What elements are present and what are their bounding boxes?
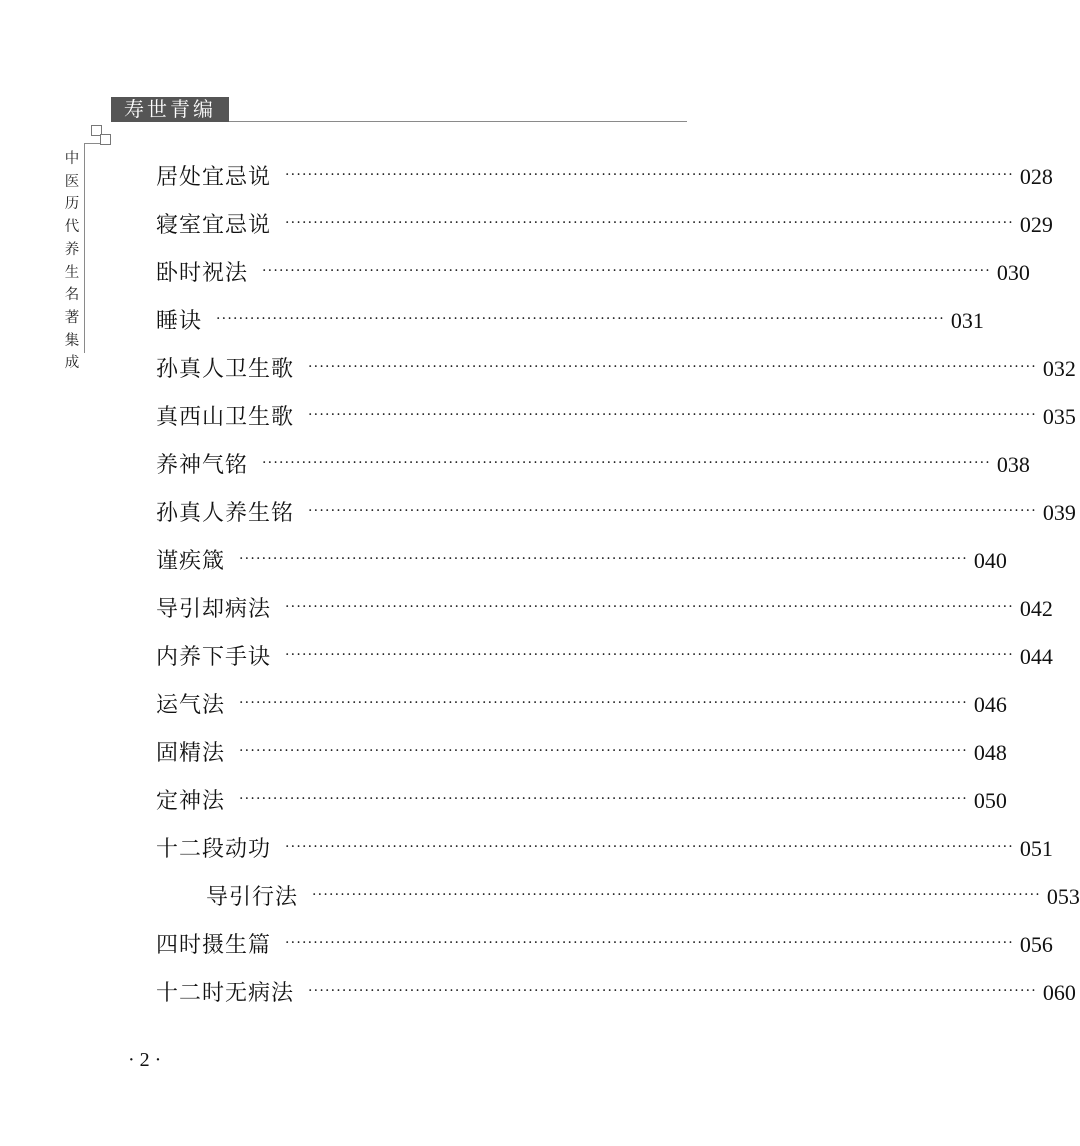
toc-leader-dots: ·································································································································: [262, 455, 991, 471]
toc-entry-page: 035: [1042, 404, 1076, 429]
toc-entry-title: 运气法: [156, 693, 226, 718]
toc-leader-dots: ·································································································································: [308, 359, 1037, 375]
toc-entry[interactable]: [156, 592, 1053, 626]
toc-entry[interactable]: [156, 832, 1053, 866]
toc-entry[interactable]: [156, 400, 1076, 434]
series-title-char: 医: [64, 173, 80, 190]
toc-entry-title: 养神气铭: [156, 453, 249, 478]
toc-entry-title: 谨疾箴: [156, 549, 226, 574]
toc-entry-title: 定神法: [156, 789, 226, 814]
toc-entry-title: 孙真人卫生歌: [156, 357, 295, 382]
series-title-vertical: [61, 148, 83, 375]
series-title-char: 代: [64, 219, 80, 236]
toc-leader-dots: ·································································································································: [239, 695, 968, 711]
toc-entry-page: 040: [973, 548, 1007, 573]
toc-entry[interactable]: [156, 736, 1007, 770]
toc-entry-title: 十二时无病法: [156, 981, 295, 1006]
toc-entry-title: 寝室宜忌说: [156, 213, 272, 238]
toc-leader-dots: ·································································································································: [262, 263, 991, 279]
series-title-char: 名: [64, 287, 80, 304]
toc-entry-title: 睡诀: [156, 309, 203, 334]
toc-entry-title: 固精法: [156, 741, 226, 766]
toc-leader-dots: ·································································································································: [312, 887, 1041, 903]
toc-entry-page: 051: [1019, 836, 1053, 861]
side-rule-vertical: [84, 143, 85, 353]
toc-leader-dots: ·································································································································: [285, 215, 1014, 231]
series-title-char: 集: [64, 332, 80, 349]
toc-entry[interactable]: [156, 304, 984, 338]
toc-entry[interactable]: [156, 976, 1076, 1010]
toc-leader-dots: ·································································································································: [285, 647, 1014, 663]
toc-entry[interactable]: [156, 928, 1053, 962]
toc-entry-title: 导引行法: [206, 885, 299, 910]
toc-entry[interactable]: [156, 544, 1007, 578]
series-title-char: 养: [64, 241, 80, 258]
toc-entry[interactable]: [156, 352, 1076, 386]
toc-entry-page: 038: [996, 452, 1030, 477]
toc-entry-page: 048: [973, 740, 1007, 765]
toc-entry-title: 卧时祝法: [156, 261, 249, 286]
toc-entry[interactable]: [156, 448, 1030, 482]
toc-entry-page: 028: [1019, 164, 1053, 189]
toc-entry-title: 导引却病法: [156, 597, 272, 622]
toc-entry-title: 孙真人养生铭: [156, 501, 295, 526]
book-title-label: 寿世青编: [111, 97, 229, 122]
corner-square-icon: [100, 134, 111, 145]
toc-leader-dots: ·································································································································: [239, 791, 968, 807]
series-title-char: 中: [64, 151, 80, 167]
toc-entry[interactable]: [156, 256, 1030, 290]
toc-entry[interactable]: [156, 208, 1053, 242]
toc-entry-title: 内养下手诀: [156, 645, 272, 670]
toc-leader-dots: ·································································································································: [308, 503, 1037, 519]
toc-entry-page: 050: [973, 788, 1007, 813]
toc-entry[interactable]: [156, 160, 1053, 194]
toc-subentry[interactable]: [156, 880, 1080, 914]
side-rule-top: [84, 143, 100, 144]
toc-leader-dots: ·································································································································: [239, 743, 968, 759]
toc-entry-page: 056: [1019, 932, 1053, 957]
toc-entry-title: 四时摄生篇: [156, 933, 272, 958]
series-title-char: 历: [64, 196, 80, 213]
toc-leader-dots: ·································································································································: [285, 839, 1014, 855]
toc-entry-page: 060: [1042, 980, 1076, 1005]
toc-leader-dots: ·································································································································: [285, 935, 1014, 951]
header-rule: [229, 121, 687, 122]
toc-leader-dots: ·································································································································: [308, 407, 1037, 423]
toc-entry[interactable]: [156, 688, 1007, 722]
toc-entry-page: 042: [1019, 596, 1053, 621]
toc-entry-title: 真西山卫生歌: [156, 405, 295, 430]
toc-entry-page: 029: [1019, 212, 1053, 237]
toc-entry-page: 044: [1019, 644, 1053, 669]
toc-entry-page: 030: [996, 260, 1030, 285]
toc-leader-dots: ·································································································································: [216, 311, 945, 327]
toc-entry[interactable]: [156, 784, 1007, 818]
toc-leader-dots: ·································································································································: [239, 551, 968, 567]
toc-leader-dots: ·································································································································: [308, 983, 1037, 999]
series-title-char: 成: [64, 355, 80, 372]
toc-entry-title: 十二段动功: [156, 837, 272, 862]
toc-entry-page: 031: [950, 308, 984, 333]
toc-entry-page: 046: [973, 692, 1007, 717]
toc-entry-page: 053: [1046, 884, 1080, 909]
toc-entry-page: 032: [1042, 356, 1076, 381]
toc-leader-dots: ·································································································································: [285, 167, 1014, 183]
toc-entry-page: 039: [1042, 500, 1076, 525]
toc-entry-title: 居处宜忌说: [156, 165, 272, 190]
page-number: · 2 ·: [128, 1049, 162, 1071]
toc-entry[interactable]: [156, 496, 1076, 530]
toc-entry[interactable]: [156, 640, 1053, 674]
series-title-char: 生: [64, 264, 80, 281]
series-title-char: 著: [64, 309, 80, 326]
toc-leader-dots: ·································································································································: [285, 599, 1014, 615]
